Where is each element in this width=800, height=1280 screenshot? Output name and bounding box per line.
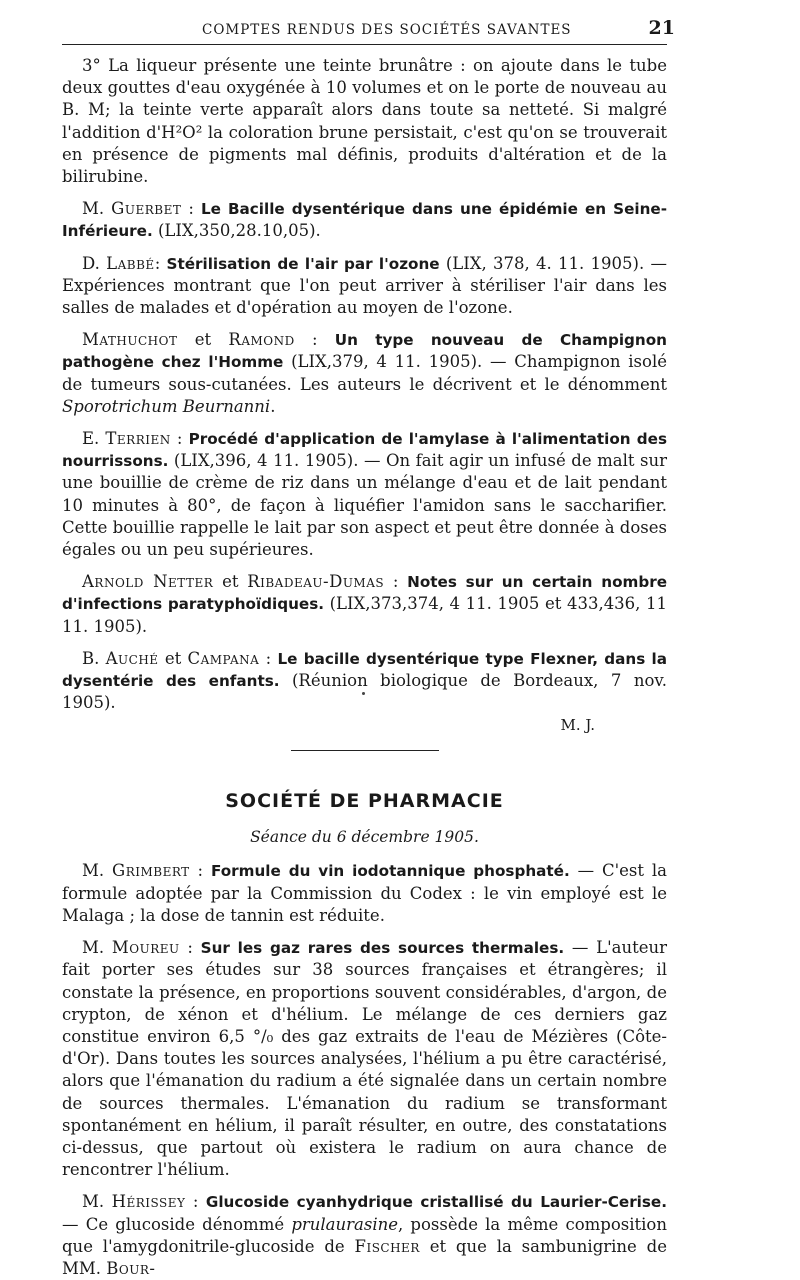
signature: M. J. bbox=[560, 716, 595, 735]
section-title: SOCIÉTÉ DE PHARMACIE bbox=[225, 790, 504, 813]
entry-reference: (LIX,350,28.10,05). bbox=[152, 221, 321, 241]
entry-grimbert bbox=[62, 860, 667, 927]
section-divider bbox=[291, 750, 439, 751]
entry-title: Notes sur un certain nombre d'infections paratyphoïdiques. bbox=[62, 573, 667, 614]
author-name: Ribadeau-Dumas bbox=[247, 572, 385, 592]
entry-reference: (LIX,373,374, 4 11. 1905 et 433,436, 11 11. 1905). bbox=[62, 594, 667, 636]
entry-title: Un type nouveau de Champignon pathogène chez l'Homme bbox=[62, 331, 667, 372]
entry-body: — L'auteur fait porter ses études sur 38 sources françaises et étrangères; il constate la présence, en proportions souvent considérables, d'argon, de crypton, de xénon et d'hélium. Le mélange de ces derniers gaz constitue environ 6,5 °/₀ des gaz extraits de l'eau de Mézières (Côte-d'Or). Dans toutes les sources analysées, l'hélium a pu être caractérisé, alors que l'émanation du radium a été signalée dans un certain nombre de sources thermales. L'émanation du radium se transformant spontanément en hélium, il paraît résulter, en outre, des constatations ci-dessus, que partout où existera le radium on aura chance de rencontrer l'hélium. bbox=[62, 938, 667, 1180]
entry-separator: : bbox=[189, 861, 211, 881]
entry-body: (LIX, 378, 4. 11. 1905). — Expériences montrant que l'on peut arriver à stériliser l'air dans les salles de malades et d'opération au moyen de l'ozone. bbox=[62, 253, 667, 318]
entry-separator: : bbox=[170, 429, 189, 449]
paragraph-liqueur: 3° La liqueur présente une teinte brunâtre : on ajoute dans le tube deux gouttes d'eau oxygénée à 10 volumes et on le porte de nouveau au B. M; la teinte verte apparaît alors dans toute sa netteté. Si malgré l'addition d'H²O² la coloration brune persistait, c'est qu'on se trouverait en présence de pigments mal définis, produits d'altération et de la bilirubine. bbox=[62, 56, 667, 187]
page-number: 21 bbox=[648, 17, 675, 39]
author-name: Grimbert bbox=[112, 861, 190, 881]
compound-name: prulaurasine bbox=[291, 1214, 398, 1234]
entry-title: Sur les gaz rares des sources thermales. bbox=[200, 939, 565, 958]
entry-title: Formule du vin iodotannique phosphaté. bbox=[210, 862, 570, 881]
entry-conjunction: et bbox=[213, 572, 248, 592]
author-name: Labbé bbox=[106, 253, 155, 273]
entry-conjunction: et bbox=[158, 648, 188, 668]
entry-prefix: M. bbox=[82, 199, 112, 219]
entry-body: — Ce glucoside dénommé bbox=[62, 1214, 292, 1234]
entry-separator: : bbox=[185, 1192, 206, 1212]
author-name: Hérissey bbox=[111, 1192, 186, 1212]
author-name: Arnold Netter bbox=[82, 572, 214, 592]
entry-prefix: M. bbox=[82, 861, 113, 881]
entry-herissey bbox=[62, 1191, 667, 1280]
author-name: Bour- bbox=[106, 1258, 156, 1278]
running-header bbox=[62, 14, 675, 45]
entry-body: (LIX,396, 4 11. 1905). — On fait agir un infusé de malt sur une bouillie de crème de riz dans un mélange d'eau et de lait pendant 10 minutes à 80°, de façon à liquéfier l'amidon sans le saccharifier. Cette bouillie rappelle le lait par son aspect et peut être donnée à doses égales ou un peu supérieures. bbox=[62, 451, 667, 560]
entry-prefix: D. bbox=[82, 253, 107, 273]
author-name: Ramond bbox=[228, 330, 295, 350]
header-title: COMPTES RENDUS DES SOCIÉTÉS SAVANTES bbox=[202, 22, 572, 38]
entry-title: Le Bacille dysentérique dans une épidémie en Seine-Inférieure. bbox=[62, 200, 667, 241]
entry-labbe bbox=[62, 253, 667, 320]
entry-body: et que la sambunigrine de MM. bbox=[62, 1236, 667, 1278]
entry-moureu bbox=[62, 937, 667, 1181]
entry-separator: : bbox=[179, 938, 201, 958]
entry-separator: : bbox=[154, 253, 167, 273]
entry-prefix: E. bbox=[82, 429, 106, 449]
entry-body: — C'est la formule adoptée par la Commission du Codex : le vin employé est le Malaga ; la dose de tannin est réduite. bbox=[62, 861, 667, 925]
entry-prefix: M. bbox=[82, 1192, 112, 1212]
entry-title: Glucoside cyanhydrique cristallisé du Laurier-Cerise. bbox=[205, 1193, 667, 1212]
entry-guerbet bbox=[62, 198, 667, 242]
author-name: Auché bbox=[105, 648, 159, 668]
entry-prefix: M. bbox=[82, 938, 112, 958]
session-date: Séance du 6 décembre 1905. bbox=[250, 828, 479, 847]
entry-title: Stérilisation de l'air par l'ozone bbox=[166, 254, 440, 273]
entry-end: . bbox=[270, 396, 276, 416]
entry-prefix: B. bbox=[82, 648, 106, 668]
entry-netter-ribadeau bbox=[62, 571, 667, 638]
entry-conjunction: et bbox=[177, 330, 229, 350]
author-name: Campana bbox=[187, 648, 260, 668]
entry-reference: (Réunion biologique de Bordeaux, 7 nov. 1905). bbox=[62, 671, 667, 713]
entry-separator: : bbox=[294, 330, 335, 350]
entry-mathuchot-ramond bbox=[62, 329, 667, 418]
species-name: Sporotrichum Beurnanni bbox=[62, 396, 271, 416]
entry-auche-campana bbox=[62, 648, 667, 715]
entry-separator: : bbox=[384, 572, 408, 592]
author-name: Terrien bbox=[105, 429, 171, 449]
author-name: Guerbet bbox=[111, 199, 182, 219]
author-name: Moureu bbox=[111, 938, 180, 958]
entry-separator: : bbox=[181, 199, 201, 219]
entry-separator: : bbox=[259, 648, 278, 668]
page bbox=[62, 14, 675, 1280]
entry-title: Procédé d'application de l'amylase à l'alimentation des nourrissons. bbox=[62, 430, 667, 471]
print-speck bbox=[362, 692, 365, 695]
entry-terrien bbox=[62, 428, 667, 561]
author-name: Fischer bbox=[354, 1236, 420, 1256]
entry-body: (LIX,379, 4 11. 1905). — Champignon isolé de tumeurs sous-cutanées. Les auteurs le décrivent et le dénomment bbox=[62, 352, 667, 394]
entry-body: , possède la même composition que l'amygdonitrile-glucoside de bbox=[62, 1214, 667, 1256]
entry-title: Le bacille dysentérique type Flexner, dans la dysentérie des enfants. bbox=[62, 649, 667, 691]
author-name: Mathuchot bbox=[82, 330, 178, 350]
